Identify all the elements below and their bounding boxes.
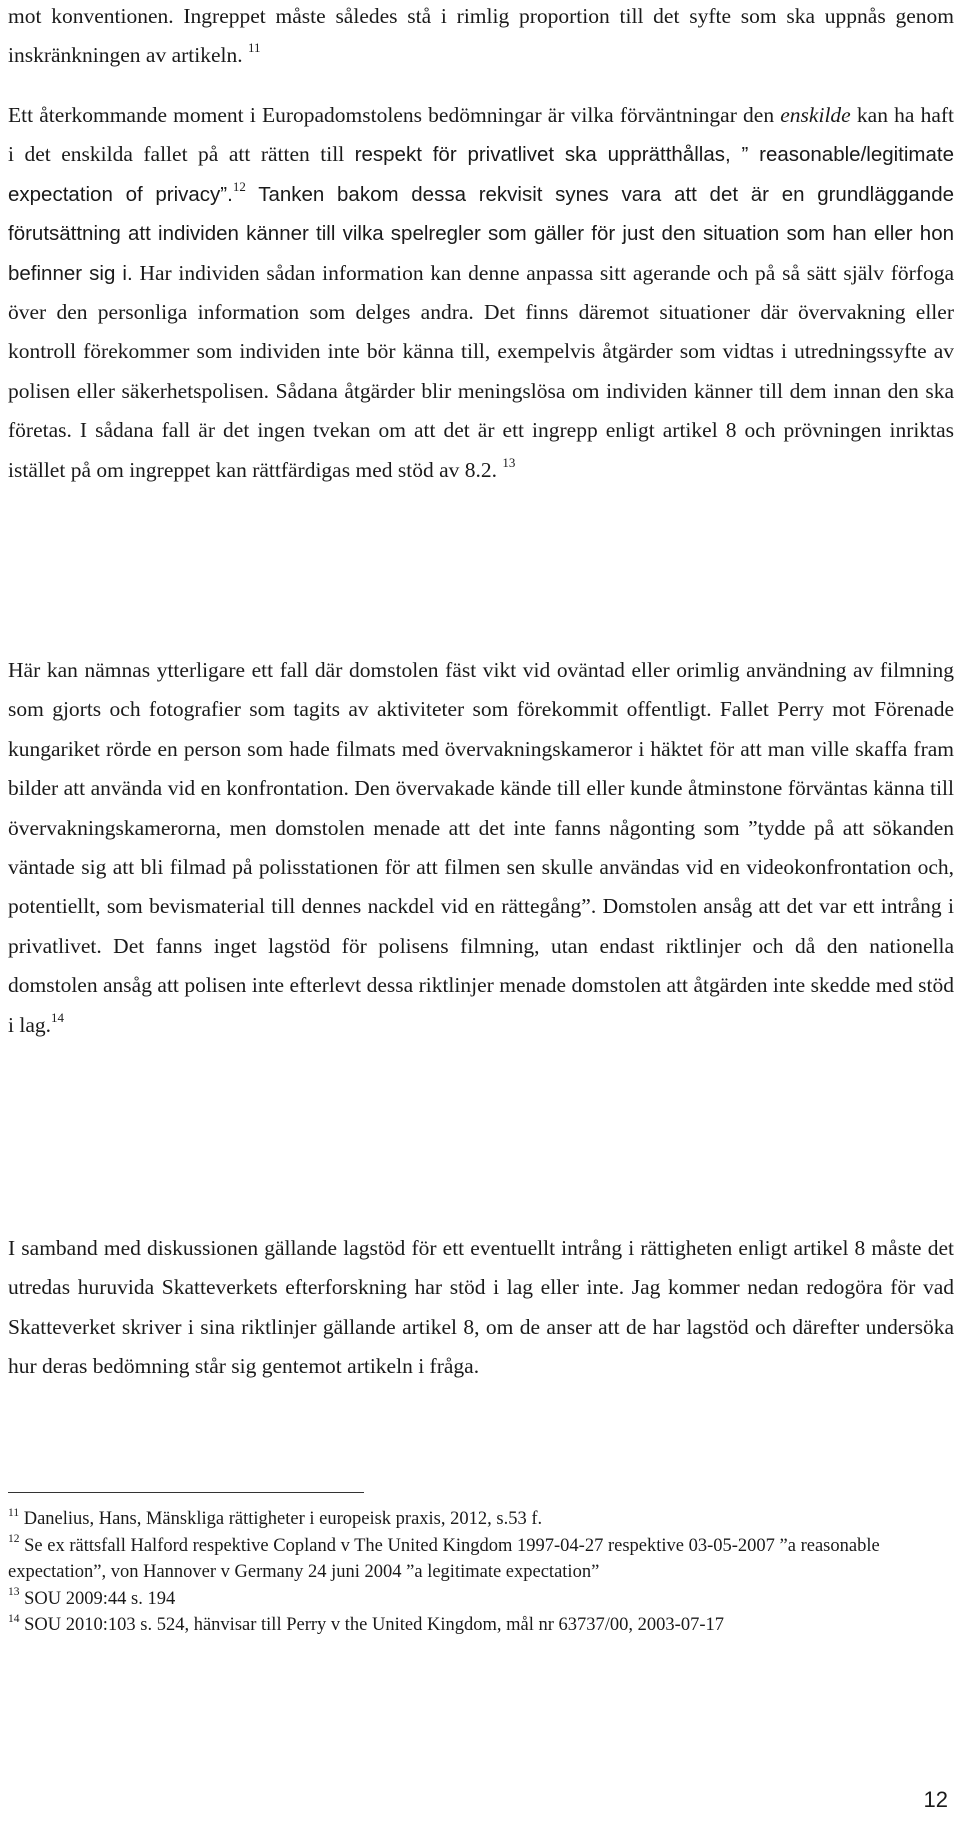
footnote-ref-14[interactable]: 14 bbox=[51, 1009, 64, 1025]
footnote-number: 14 bbox=[8, 1612, 20, 1625]
footnote-text: SOU 2009:44 s. 194 bbox=[24, 1588, 176, 1609]
footnote-12 bbox=[8, 1533, 954, 1586]
paragraph-1-text: mot konventionen. Ingreppet måste således stå i rimlig proportion till det syfte som ska uppnås genom inskränkningen av artikeln. bbox=[8, 4, 954, 68]
paragraph-4 bbox=[8, 1229, 954, 1387]
paragraph-2-italic: enskilde bbox=[780, 103, 851, 127]
footnote-number: 12 bbox=[8, 1533, 20, 1546]
paragraph-2-text-a: Ett återkommande moment i Europadomstolens bedömningar är vilka förväntningar den bbox=[8, 103, 775, 127]
paragraph-2-text-c: Har individen sådan information kan denne anpassa sitt agerande och på så sätt själv förfoga över den personliga information som delges andra. Det finns däremot situationer där övervakning eller kontroll förekommer som individen inte bör känna till, exempelvis åtgärder som vidtas i utredningssyfte av polisen eller säkerhetspolisen. Sådana åtgärder blir meningslösa om individen känner till dem innan den ska företas. I sådana fall är det ingen tvekan om att det är ett ingrepp enligt artikel 8 och prövningen inriktas istället på om ingreppet kan rättfärdigas med stöd av 8.2. bbox=[8, 260, 954, 482]
footnote-divider bbox=[8, 1492, 364, 1493]
paragraph-1 bbox=[8, 0, 954, 76]
page-number: 12 bbox=[923, 1787, 948, 1812]
footnote-11 bbox=[8, 1506, 954, 1533]
footnote-13 bbox=[8, 1586, 954, 1613]
footnote-ref-12[interactable]: 12 bbox=[232, 178, 246, 194]
paragraph-4-text: I samband med diskussionen gällande lagstöd för ett eventuellt intrång i rättigheten enligt artikel 8 måste det utredas huruvida Skatteverkets efterforskning har stöd i lag eller inte. Jag kommer nedan redogöra för vad Skatteverket skriver i sina riktlinjer gällande artikel 8, om de anser att de har lagstöd och därefter undersöka hur deras bedömning står sig gentemot artikeln i fråga. bbox=[8, 1236, 954, 1379]
paragraph-2-text-b: kan ha haft i det enskilda fallet på att rätten till bbox=[8, 103, 955, 167]
paragraph-2-sans-1: respekt för privatlivet ska upprätthållas, ” reasonable/legitimate expectation of privacy”. bbox=[8, 143, 954, 206]
footnote-text: Se ex rättsfall Halford respektive Copland v The United Kingdom 1997-04-27 respektive 03-05-2007 ”a reasonable expectation”, von Hannover v Germany 24 juni 2004 ”a legitimate expectation” bbox=[8, 1535, 880, 1582]
footnote-number: 11 bbox=[8, 1506, 20, 1519]
paragraph-2 bbox=[8, 96, 954, 490]
paragraph-3 bbox=[8, 651, 954, 1045]
footnote-ref-13[interactable]: 13 bbox=[502, 454, 516, 470]
paragraph-2-sans-2: Tanken bakom dessa rekvisit synes vara att det är en grundläggande förutsättning att individen känner till vilka spelregler som gäller för just den situation som han eller hon befinner sig i. bbox=[8, 182, 954, 285]
footnote-number: 13 bbox=[8, 1586, 20, 1599]
paragraph-3-text: Här kan nämnas ytterligare ett fall där domstolen fäst vikt vid oväntad eller orimlig användning av filmning som gjorts och fotografier som tagits av aktiviteter som förekommit offentligt. Fallet Perry mot Förenade kungariket rörde en person som hade filmats med övervakningskameror i häktet för att man ville skaffa fram bilder att använda vid en konfrontation. Den övervakade kände till eller kunde åtminstone förväntas känna till övervakningskamerorna, men domstolen menade att det inte fanns någonting som ”tydde på att sökanden väntade sig att bli filmad på polisstationen för att filmen sen skulle användas vid en videokonfrontation och, potentiellt, som bevismaterial till dennes nackdel vid en rättegång”. Domstolen ansåg att det var ett intrång i privatlivet. Det fanns inget lagstöd för polisens filmning, utan endast riktlinjer och då den nationella domstolen ansåg att polisen inte efterlevt dessa riktlinjer menade domstolen att åtgärden inte skedde med stöd i lag. bbox=[8, 658, 954, 1037]
footnote-text: SOU 2010:103 s. 524, hänvisar till Perry v the United Kingdom, mål nr 63737/00, 2003-07-17 bbox=[24, 1615, 724, 1635]
footnote-text: Danelius, Hans, Mänskliga rättigheter i europeisk praxis, 2012, s.53 f. bbox=[23, 1509, 543, 1529]
footnote-14 bbox=[8, 1612, 954, 1639]
footnotes bbox=[8, 1506, 954, 1639]
footnote-ref-11[interactable]: 11 bbox=[248, 40, 261, 56]
